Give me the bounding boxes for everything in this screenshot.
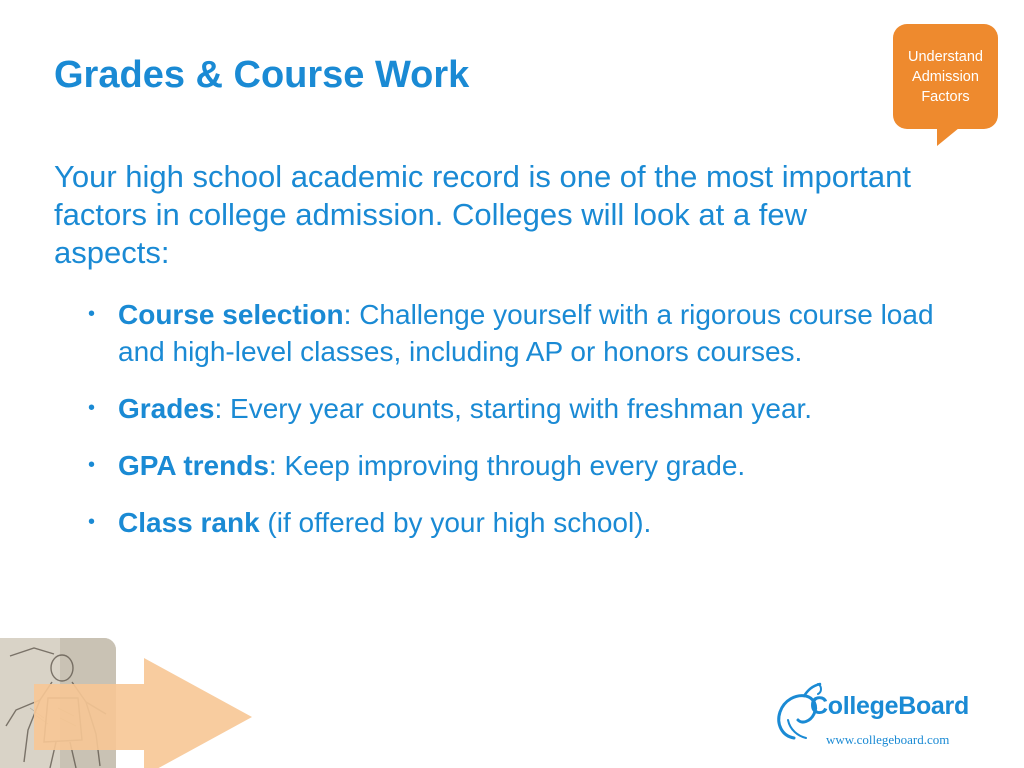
bullet-text: (if offered by your high school).: [259, 507, 652, 538]
logo-brand: CollegeBoard: [810, 692, 969, 720]
arrow-right-icon: [0, 640, 260, 768]
bullet-item: [54, 390, 934, 427]
collegeboard-logo: [774, 680, 994, 752]
section-badge: [893, 24, 998, 129]
slide-title: Grades & Course Work: [54, 54, 470, 96]
bullet-marker: •: [88, 303, 96, 325]
bullet-text: : Challenge yourself with a rigorous course load and high-level classes, including AP or honors courses.: [118, 299, 934, 367]
badge-line-3: Factors: [921, 88, 970, 105]
bullet-term: Course selection: [118, 299, 344, 330]
bullet-marker: •: [88, 397, 96, 419]
bullet-text: : Every year counts, starting with freshman year.: [214, 393, 813, 424]
badge-line-1: Understand: [908, 48, 983, 65]
bullet-text: : Keep improving through every grade.: [268, 450, 746, 481]
badge-tail: [937, 128, 959, 146]
intro-paragraph: Your high school academic record is one of the most important factors in college admission. Colleges will look at a few aspects:: [54, 159, 911, 270]
bullet-list: [54, 296, 934, 561]
bullet-marker: •: [88, 454, 96, 476]
bullet-term: Class rank: [118, 507, 260, 538]
badge-line-2: Admission: [912, 68, 979, 85]
bullet-marker: •: [88, 511, 96, 533]
bullet-item: [54, 447, 934, 484]
bullet-term: GPA trends: [118, 450, 269, 481]
logo-url: www.collegeboard.com: [826, 732, 950, 747]
badge-text: [898, 47, 994, 107]
bullet-item: [54, 296, 934, 370]
bullet-item: [54, 504, 934, 541]
bullet-term: Grades: [118, 393, 215, 424]
